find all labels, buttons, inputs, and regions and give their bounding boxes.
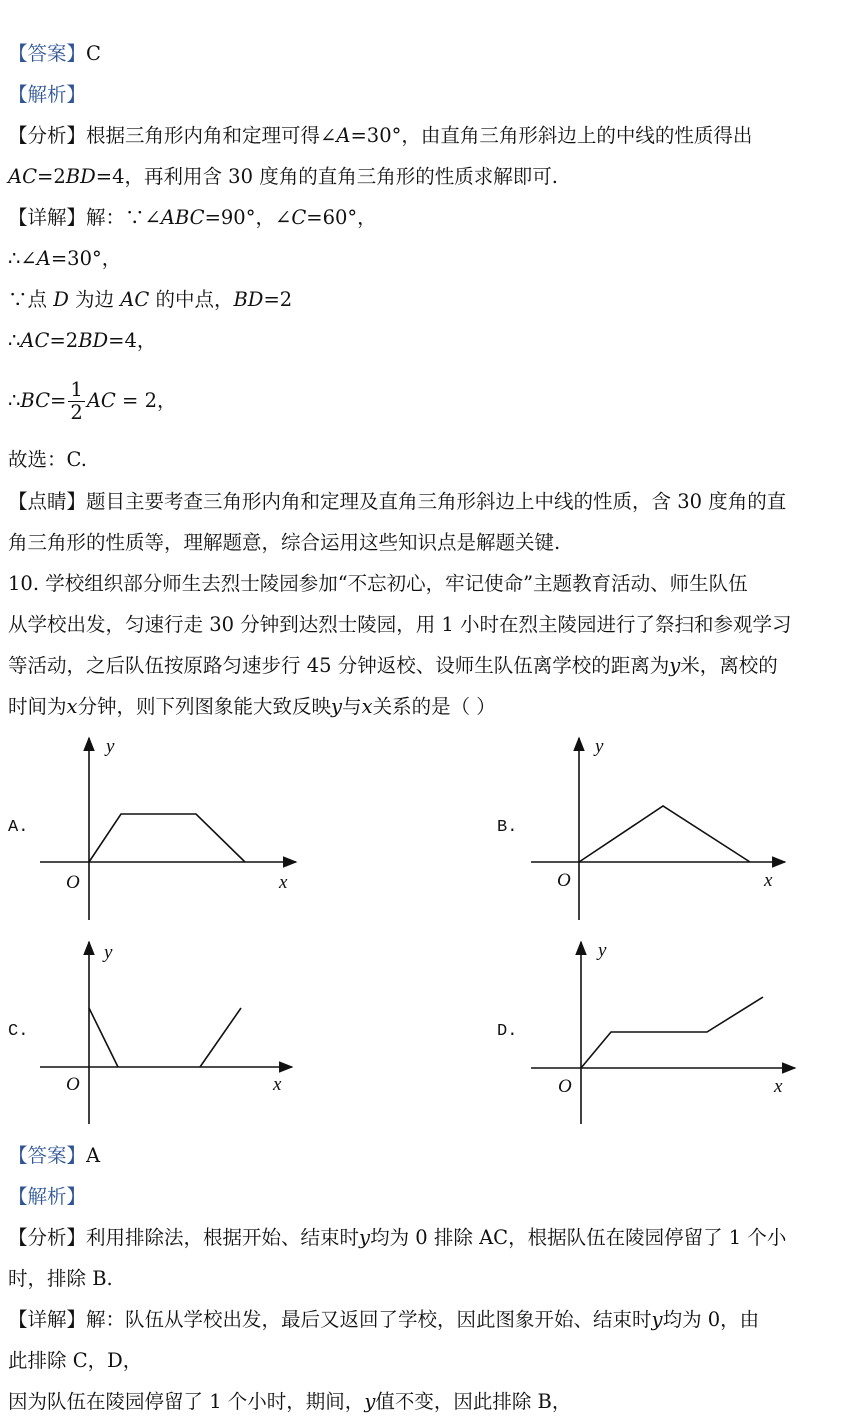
math-var: A [36, 247, 51, 270]
text: ∴ [8, 329, 21, 352]
option-b-label: B. [497, 818, 518, 837]
math-var: y [651, 1308, 663, 1331]
x-axis-label: x [764, 870, 773, 891]
math-var: AC [8, 165, 38, 188]
text: 分钟，则下列图象能大致反映 [77, 695, 332, 718]
text: 从学校出发，匀速行走 30 分钟到达烈士陵园，用 1 小时在烈主陵园进行了祭扫和参观学习 [8, 613, 792, 636]
text: ∴ [8, 389, 21, 412]
text: 为边 [68, 288, 121, 311]
text: =30°， [50, 247, 122, 270]
fraction-denominator: 2 [70, 401, 83, 424]
fraction-numerator: 1 [70, 378, 83, 401]
answer-tag: 【答案】 [8, 1144, 87, 1167]
text: 解：队伍从学校出发，最后又返回了学校，因此图象开始、结束时 [86, 1308, 652, 1331]
analysis-tag: 【解析】 [8, 1185, 87, 1208]
origin-label: O [557, 870, 571, 891]
text: 等活动，之后队伍按原路匀速步行 45 分钟返校、设师生队伍离学校的距离为 [8, 654, 670, 677]
text: 值不变，因此排除 B， [375, 1390, 572, 1413]
text: 的中点， [149, 288, 234, 311]
q10-fenxi-line-1 [8, 1226, 786, 1250]
q10-xiangjie-line-2 [8, 1349, 142, 1373]
graph-line [579, 806, 750, 862]
text: =30°，由直角三角形斜边上的中线的性质得出 [350, 124, 753, 147]
text: 利用排除法，根据开始、结束时 [86, 1226, 360, 1249]
math-var: D [53, 288, 69, 311]
q10-answer-line [8, 1144, 100, 1168]
text: 均为 0，由 [662, 1308, 760, 1331]
text: =90°，∠ [204, 206, 292, 229]
q10-xiangjie-line-3 [8, 1390, 571, 1414]
math-var: y [364, 1390, 376, 1413]
answer-value: C [86, 42, 101, 65]
text: ∵点 [8, 288, 54, 311]
math-var: x [66, 695, 78, 718]
math-var: x [361, 695, 373, 718]
text: 时，排除 B. [8, 1267, 113, 1290]
option-d-label: D. [497, 1022, 518, 1041]
y-axis-label: y [106, 736, 115, 757]
origin-label: O [66, 872, 80, 893]
graph-line-falling [89, 1008, 118, 1067]
math-var: ABC [160, 206, 205, 229]
text: 角三角形的性质等，理解题意，综合运用这些知识点是解题关键. [8, 531, 561, 554]
text: 此排除 C，D， [8, 1349, 143, 1372]
text: 故选：C. [8, 448, 87, 471]
math-var: A [336, 124, 351, 147]
text: 题目主要考查三角形内角和定理及直角三角形斜边上中线的性质，含 30 度角的直 [86, 490, 787, 513]
x-axis-label: x [273, 1074, 282, 1095]
math-var: BD [233, 288, 264, 311]
y-axis-label: y [595, 736, 604, 757]
text: =60°， [306, 206, 377, 229]
graph-d [531, 940, 795, 1124]
y-axis-label: y [104, 942, 113, 963]
answer-value: A [86, 1144, 101, 1167]
graph-line [89, 814, 245, 862]
x-axis-label: x [279, 872, 288, 893]
q10-analysis-line [8, 1185, 86, 1209]
text: 解：∵∠ [86, 206, 161, 229]
y-axis-label: y [598, 940, 607, 961]
text: =2 [37, 165, 66, 188]
math-var: y [331, 695, 343, 718]
q10-fenxi-line-2 [8, 1267, 113, 1291]
text: 均为 0 排除 AC，根据队伍在陵园停留了 1 个小 [370, 1226, 787, 1249]
analysis-tag: 【解析】 [8, 83, 87, 106]
math-var: y [359, 1226, 371, 1249]
graph-line [581, 997, 763, 1068]
fenxi-tag: 【分析】 [8, 124, 87, 147]
math-var: BD [78, 329, 109, 352]
text: 根据三角形内角和定理可得∠ [86, 124, 337, 147]
graph-b [531, 736, 785, 920]
graph-a [40, 736, 296, 920]
origin-label: O [558, 1076, 572, 1097]
text: 米，离校的 [680, 654, 778, 677]
text: 关系的是（ ） [372, 695, 496, 718]
origin-label: O [66, 1074, 80, 1095]
text: 时间为 [8, 695, 67, 718]
math-var: AC [20, 329, 50, 352]
graph-c [40, 942, 292, 1124]
option-c-label: C. [8, 1022, 29, 1041]
math-var: y [669, 654, 681, 677]
x-axis-label: x [774, 1076, 783, 1097]
math-var: AC [86, 389, 116, 412]
math-var: BD [65, 165, 96, 188]
text: = [50, 389, 67, 412]
xiangjie-tag: 【详解】 [8, 1308, 87, 1331]
answer-tag: 【答案】 [8, 42, 87, 65]
math-var: AC [120, 288, 150, 311]
text: = 2， [115, 389, 177, 412]
text: 10. 学校组织部分师生去烈士陵园参加“不忘初心，牢记使命”主题教育活动、师生队伍 [8, 572, 748, 595]
text: =4， [108, 329, 157, 352]
xiangjie-tag: 【详解】 [8, 206, 87, 229]
graph-line-rising [200, 1008, 241, 1067]
fenxi-tag: 【分析】 [8, 1226, 87, 1249]
option-a-label: A. [8, 818, 29, 837]
q10-xiangjie-line-1 [8, 1308, 759, 1332]
text: ∴∠ [8, 247, 37, 270]
text: =2 [49, 329, 79, 352]
math-var: BC [20, 389, 51, 412]
text: 因为队伍在陵园停留了 1 个小时，期间， [8, 1390, 365, 1413]
text: 与 [342, 695, 362, 718]
dianjing-tag: 【点睛】 [8, 490, 87, 513]
text: =4，再利用含 30 度角的直角三角形的性质求解即可. [95, 165, 558, 188]
math-var: C [291, 206, 307, 229]
text: =2 [263, 288, 293, 311]
